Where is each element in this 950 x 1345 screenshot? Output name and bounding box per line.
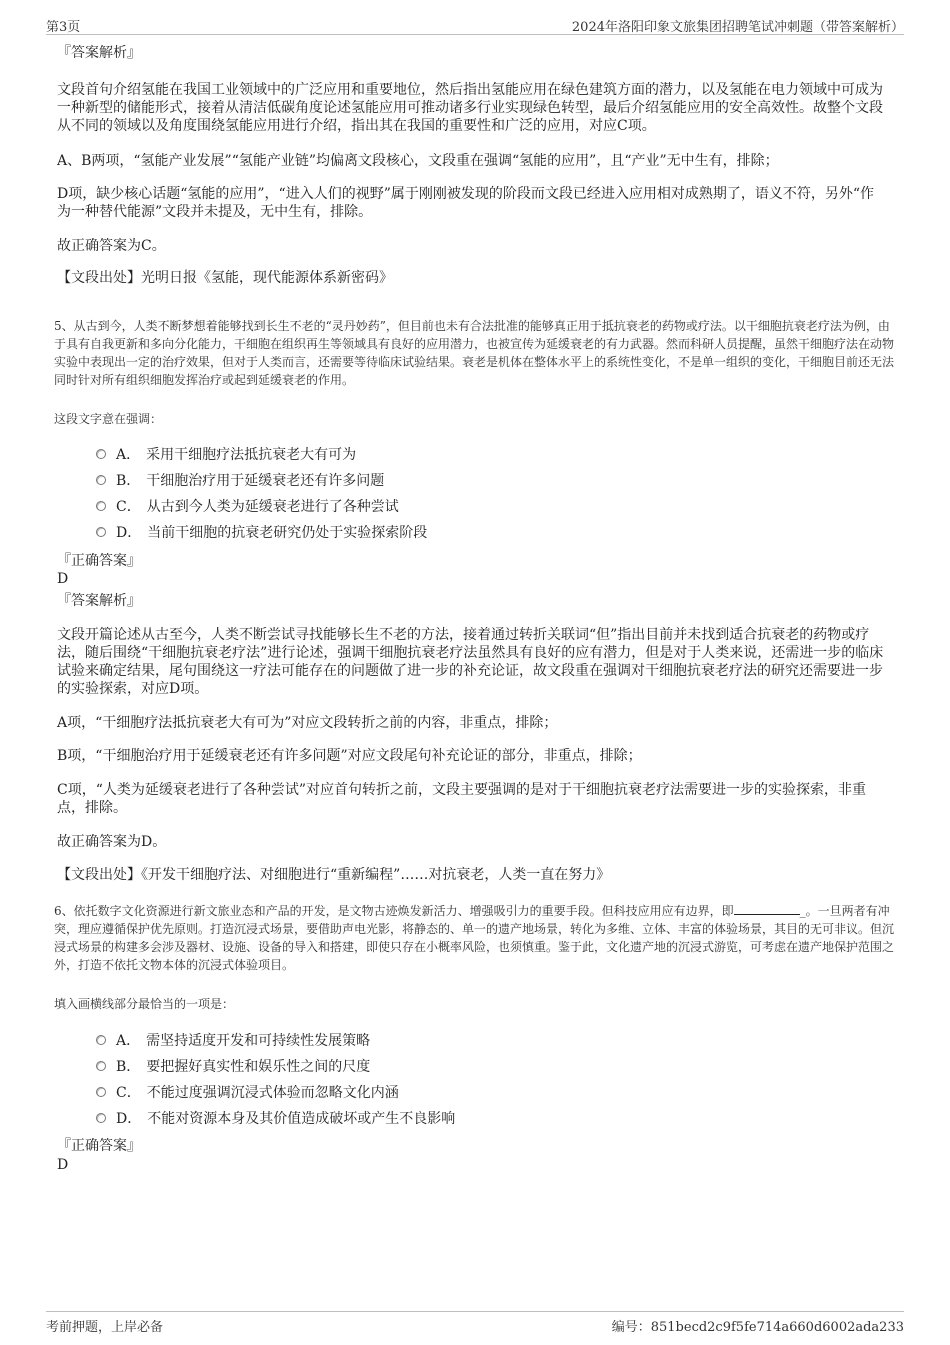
q6-stem-after: _。一旦两者有冲突，理应遵循保护优先原则。打造沉浸式场景，要借助声电光影，将静态的、单一的遗产地场景，转化为多维、立体、丰富的体验场景，其目的无可非议。但沉浸式场景的构建多会涉及器材、设施、设备的导入和搭建，即使只存在小概率风险，也须慎重。鉴于此，文化遗产地的沉浸式游览，可考虑在遗产地保护范围之外，打造不依托文物本体的沉浸式体验项目。 <box>54 904 895 972</box>
option-letter: B． <box>116 473 141 489</box>
q4-analysis-paragraph: 文段首句介绍氢能在我国工业领域中的广泛应用和重要地位，然后指出氢能应用在绿色建筑方面的潜力，以及氢能在电力领域中可成为一种新型的储能形式，接着从清洁低碳角度论述氢能应用可推动诸多行业实现绿色转型，最后介绍氢能应用的安全高效性。故整个文段从不同的领域以及角度围绕氢能应用进行介绍，指出其在我国的重要性和广泛的应用，对应C项。 <box>57 82 883 134</box>
option-letter: C． <box>116 499 141 515</box>
q6-option-c[interactable] <box>96 1079 856 1105</box>
document-title: 2024年洛阳印象文旅集团招聘笔试冲刺题（带答案解析） <box>571 20 904 35</box>
option-text: 从古到今人类为延缓衰老进行了各种尝试 <box>146 499 399 515</box>
q5-analysis-paragraph: A项，“干细胞疗法抵抗衰老大有可为”对应文段转折之前的内容，非重点，排除； <box>57 715 558 731</box>
footer-slogan: 考前押题，上岸必备 <box>46 1320 164 1335</box>
radio-button[interactable] <box>96 449 106 459</box>
q6-stem-before: 6、依托数字文化资源进行新文旅业态和产品的开发，是文物古迹焕发新活力、增强吸引力的重要手段。但科技应用应有边界，即 <box>54 904 734 918</box>
option-text: 采用干细胞疗法抵抗衰老大有可为 <box>146 447 357 463</box>
q5-analysis-paragraph: 文段开篇论述从古至今，人类不断尝试寻找能够长生不老的方法，接着通过转折关联词“但”指出目前并未找到适合抗衰老的药物或疗法，随后围绕“干细胞抗衰老疗法”进行论述，强调干细胞抗衰老疗法虽然具有良好的应有潜力，但是对于人类来说，还需进一步的临床试验来确定结果，尾句围绕这一疗法可能存在的问题做了进一步的补充论证，故文段重在强调对干细胞抗衰老疗法的研究还需要进一步的实验探索，对应D项。 <box>57 627 884 697</box>
page-footer <box>46 1311 904 1334</box>
q6-option-a[interactable] <box>96 1027 856 1053</box>
option-text: 要把握好真实性和娱乐性之间的尺度 <box>146 1059 371 1075</box>
q5-answer: D <box>57 571 69 587</box>
q5-options <box>96 441 856 545</box>
radio-button[interactable] <box>96 1113 106 1123</box>
option-letter: C． <box>116 1085 141 1101</box>
fill-in-blank <box>734 902 800 915</box>
option-text: 需坚持适度开发和可持续性发展策略 <box>146 1033 371 1049</box>
option-letter: D． <box>116 525 142 541</box>
q5-analysis-label: 『答案解析』 <box>57 593 141 609</box>
q5-option-c[interactable] <box>96 493 856 519</box>
q5-analysis-paragraph: B项，“干细胞治疗用于延缓衰老还有许多问题”对应文段尾句补充论证的部分，非重点，排除； <box>57 748 642 764</box>
option-text: 不能过度强调沉浸式体验而忽略文化内涵 <box>146 1085 399 1101</box>
q6-prompt: 填入画横线部分最恰当的一项是： <box>54 997 235 1011</box>
radio-button[interactable] <box>96 475 106 485</box>
q4-analysis-paragraph: A、B两项，“氢能产业发展”“氢能产业链”均偏离文段核心，文段重在强调“氢能的应用”，且“产业”无中生有，排除； <box>57 153 779 169</box>
option-text: 当前干细胞的抗衰老研究仍处于实验探索阶段 <box>147 525 428 541</box>
q5-answer-label: 『正确答案』 <box>57 553 141 569</box>
radio-button[interactable] <box>96 1035 106 1045</box>
page-number: 第3页 <box>46 20 81 35</box>
q5-option-b[interactable] <box>96 467 856 493</box>
radio-button[interactable] <box>96 501 106 511</box>
document-id: 编号：851becd2c9f5fe714a660d6002ada233 <box>611 1320 904 1335</box>
q4-source: 【文段出处】光明日报《氢能，现代能源体系新密码》 <box>57 270 393 286</box>
q6-stem <box>54 902 894 974</box>
option-text: 干细胞治疗用于延缓衰老还有许多问题 <box>146 473 385 489</box>
q5-stem: 5、从古到今，人类不断梦想着能够找到长生不老的“灵丹妙药”，但目前也未有合法批准的能够真正用于抵抗衰老的药物或疗法。以干细胞抗衰老疗法为例，由于具有自我更新和多向分化能力，干细胞在组织再生等领域具有良好的应用潜力，也被宣传为延缓衰老的有力武器。然而科研人员提醒，虽然干细胞疗法在动物实验中表现出一定的治疗效果，但对于人类而言，还需要等待临床试验结果。衰老是机体在整体水平上的系统性变化，不是单一组织的变化，干细胞目前还无法同时针对所有组织细胞发挥治疗或起到延缓衰老的作用。 <box>54 319 895 387</box>
option-text: 不能对资源本身及其价值造成破坏或产生不良影响 <box>147 1111 456 1127</box>
q5-source: 【文段出处】《开发干细胞疗法、对细胞进行“重新编程”……对抗衰老，人类一直在努力》 <box>57 867 611 883</box>
option-letter: D． <box>116 1111 142 1127</box>
radio-button[interactable] <box>96 527 106 537</box>
q5-option-a[interactable] <box>96 441 856 467</box>
q5-option-d[interactable] <box>96 519 856 545</box>
option-letter: A． <box>116 1033 141 1049</box>
q6-option-d[interactable] <box>96 1105 856 1131</box>
page-header <box>46 14 904 35</box>
q6-answer: D <box>57 1157 69 1173</box>
q6-option-b[interactable] <box>96 1053 856 1079</box>
option-letter: B． <box>116 1059 141 1075</box>
q4-analysis-label: 『答案解析』 <box>57 45 141 61</box>
q6-options <box>96 1027 856 1131</box>
radio-button[interactable] <box>96 1087 106 1097</box>
option-letter: A． <box>116 447 141 463</box>
radio-button[interactable] <box>96 1061 106 1071</box>
q5-conclusion: 故正确答案为D。 <box>57 834 167 850</box>
q5-prompt: 这段文字意在强调： <box>54 412 163 426</box>
q4-analysis-paragraph: D项，缺少核心话题“氢能的应用”，“进入人们的视野”属于刚刚被发现的阶段而文段已经进入应用相对成熟期了，语义不符，另外“作为一种替代能源”文段并未提及，无中生有，排除。 <box>57 186 875 220</box>
q4-conclusion: 故正确答案为C。 <box>57 238 166 254</box>
q6-answer-label: 『正确答案』 <box>57 1138 141 1154</box>
q5-analysis-paragraph: C项，“人类为延缓衰老进行了各种尝试”对应首句转折之前，文段主要强调的是对于干细胞抗衰老疗法需要进一步的实验探索，非重点，排除。 <box>57 782 867 816</box>
